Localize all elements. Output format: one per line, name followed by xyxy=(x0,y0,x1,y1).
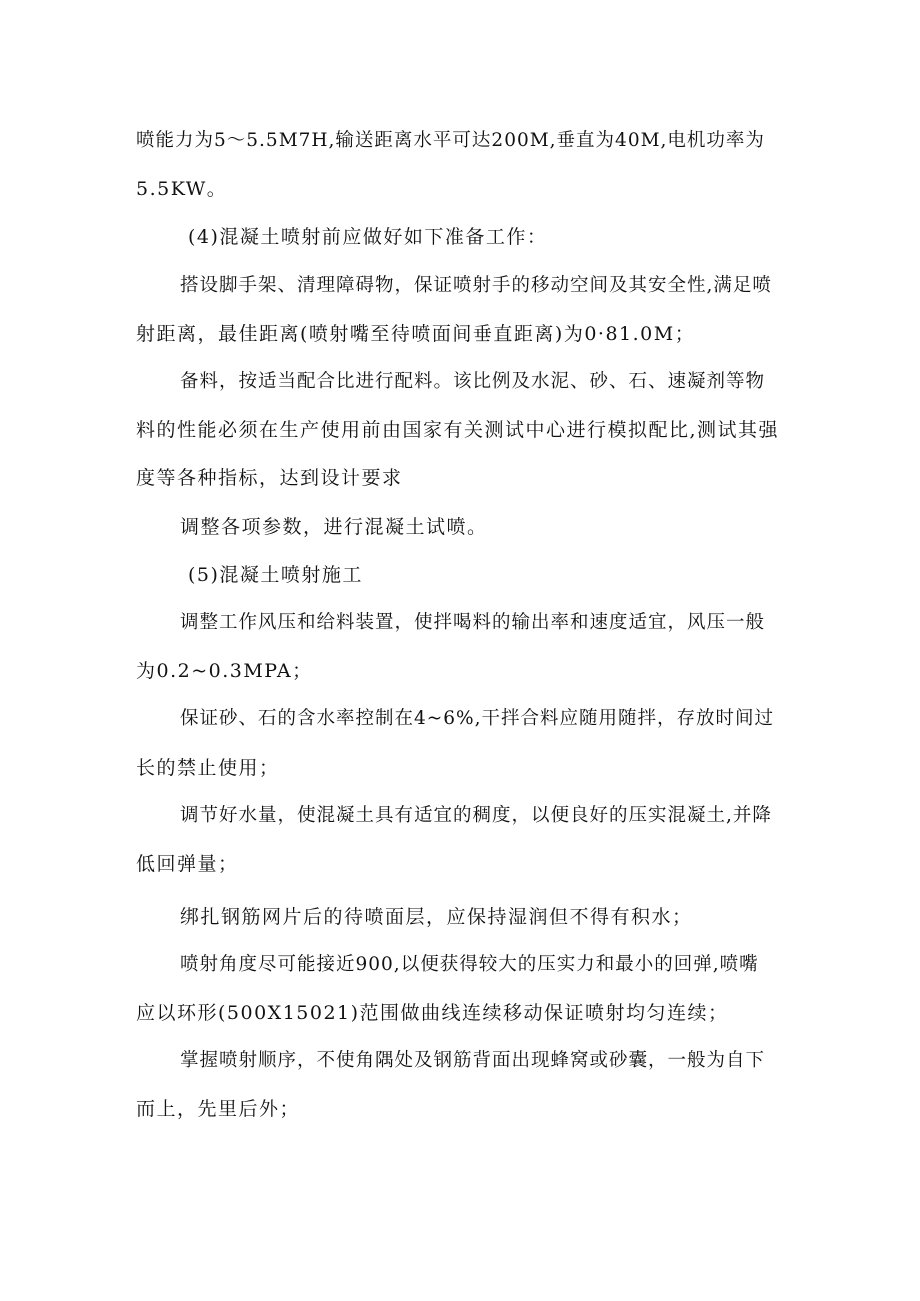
text-line: 保证砂、石的含水率控制在4~6%,干拌合料应随用随拌，存放时间过 xyxy=(180,708,775,729)
text-line: 料的性能必须在生产使用前由国家有关测试中心进行模拟配比,测试其强 xyxy=(136,419,780,441)
text-line: 长的禁止使用； xyxy=(136,757,280,779)
text-line: 低回弹量； xyxy=(136,853,239,875)
text-line: 度等各种指标，达到设计要求 xyxy=(136,467,403,489)
text-line: 掌握喷射顺序，不使角隅处及钢筋背面出现蜂窝或砂囊，一般为自下 xyxy=(180,1050,766,1071)
text-line: 调节好水量，使混凝土具有适宜的稠度，以便良好的压实混凝土,并降 xyxy=(180,805,772,826)
text-line: 为0.2~0.3MPA； xyxy=(136,660,313,682)
text-line: 备料，按适当配合比进行配料。该比例及水泥、砂、石、速凝剂等物 xyxy=(180,371,766,392)
text-line: 搭设脚手架、清理障碍物，保证喷射手的移动空间及其安全性,满足喷 xyxy=(180,275,772,296)
text-line: 调整工作风压和给料装置，使拌喝料的输出率和速度适宜，风压一般 xyxy=(180,612,766,633)
section-heading: (4)混凝土喷射前应做好如下准备工作： xyxy=(188,226,548,248)
section-heading: (5)混凝土喷射施工 xyxy=(188,564,363,586)
text-line: 而上，先里后外； xyxy=(136,1098,301,1120)
text-line: 绑扎钢筋网片后的待喷面层，应保持湿润但不得有积水； xyxy=(180,906,693,928)
text-line: 应以环形(500X15021)范围做曲线连续移动保证喷射均匀连续； xyxy=(136,1002,729,1024)
text-line: 射距离，最佳距离(喷射嘴至待喷面间垂直距离)为0·81.0M； xyxy=(136,323,696,345)
text-line: 喷能力为5～5.5M7H,输送距离水平可达200M,垂直为40M,电机功率为 xyxy=(136,130,765,151)
text-line: 喷射角度尽可能接近900,以便获得较大的压实力和最小的回弹,喷嘴 xyxy=(180,954,759,975)
text-line: 调整各项参数，进行混凝土试喷。 xyxy=(180,516,488,538)
text-line: 5.5KW。 xyxy=(136,178,228,200)
